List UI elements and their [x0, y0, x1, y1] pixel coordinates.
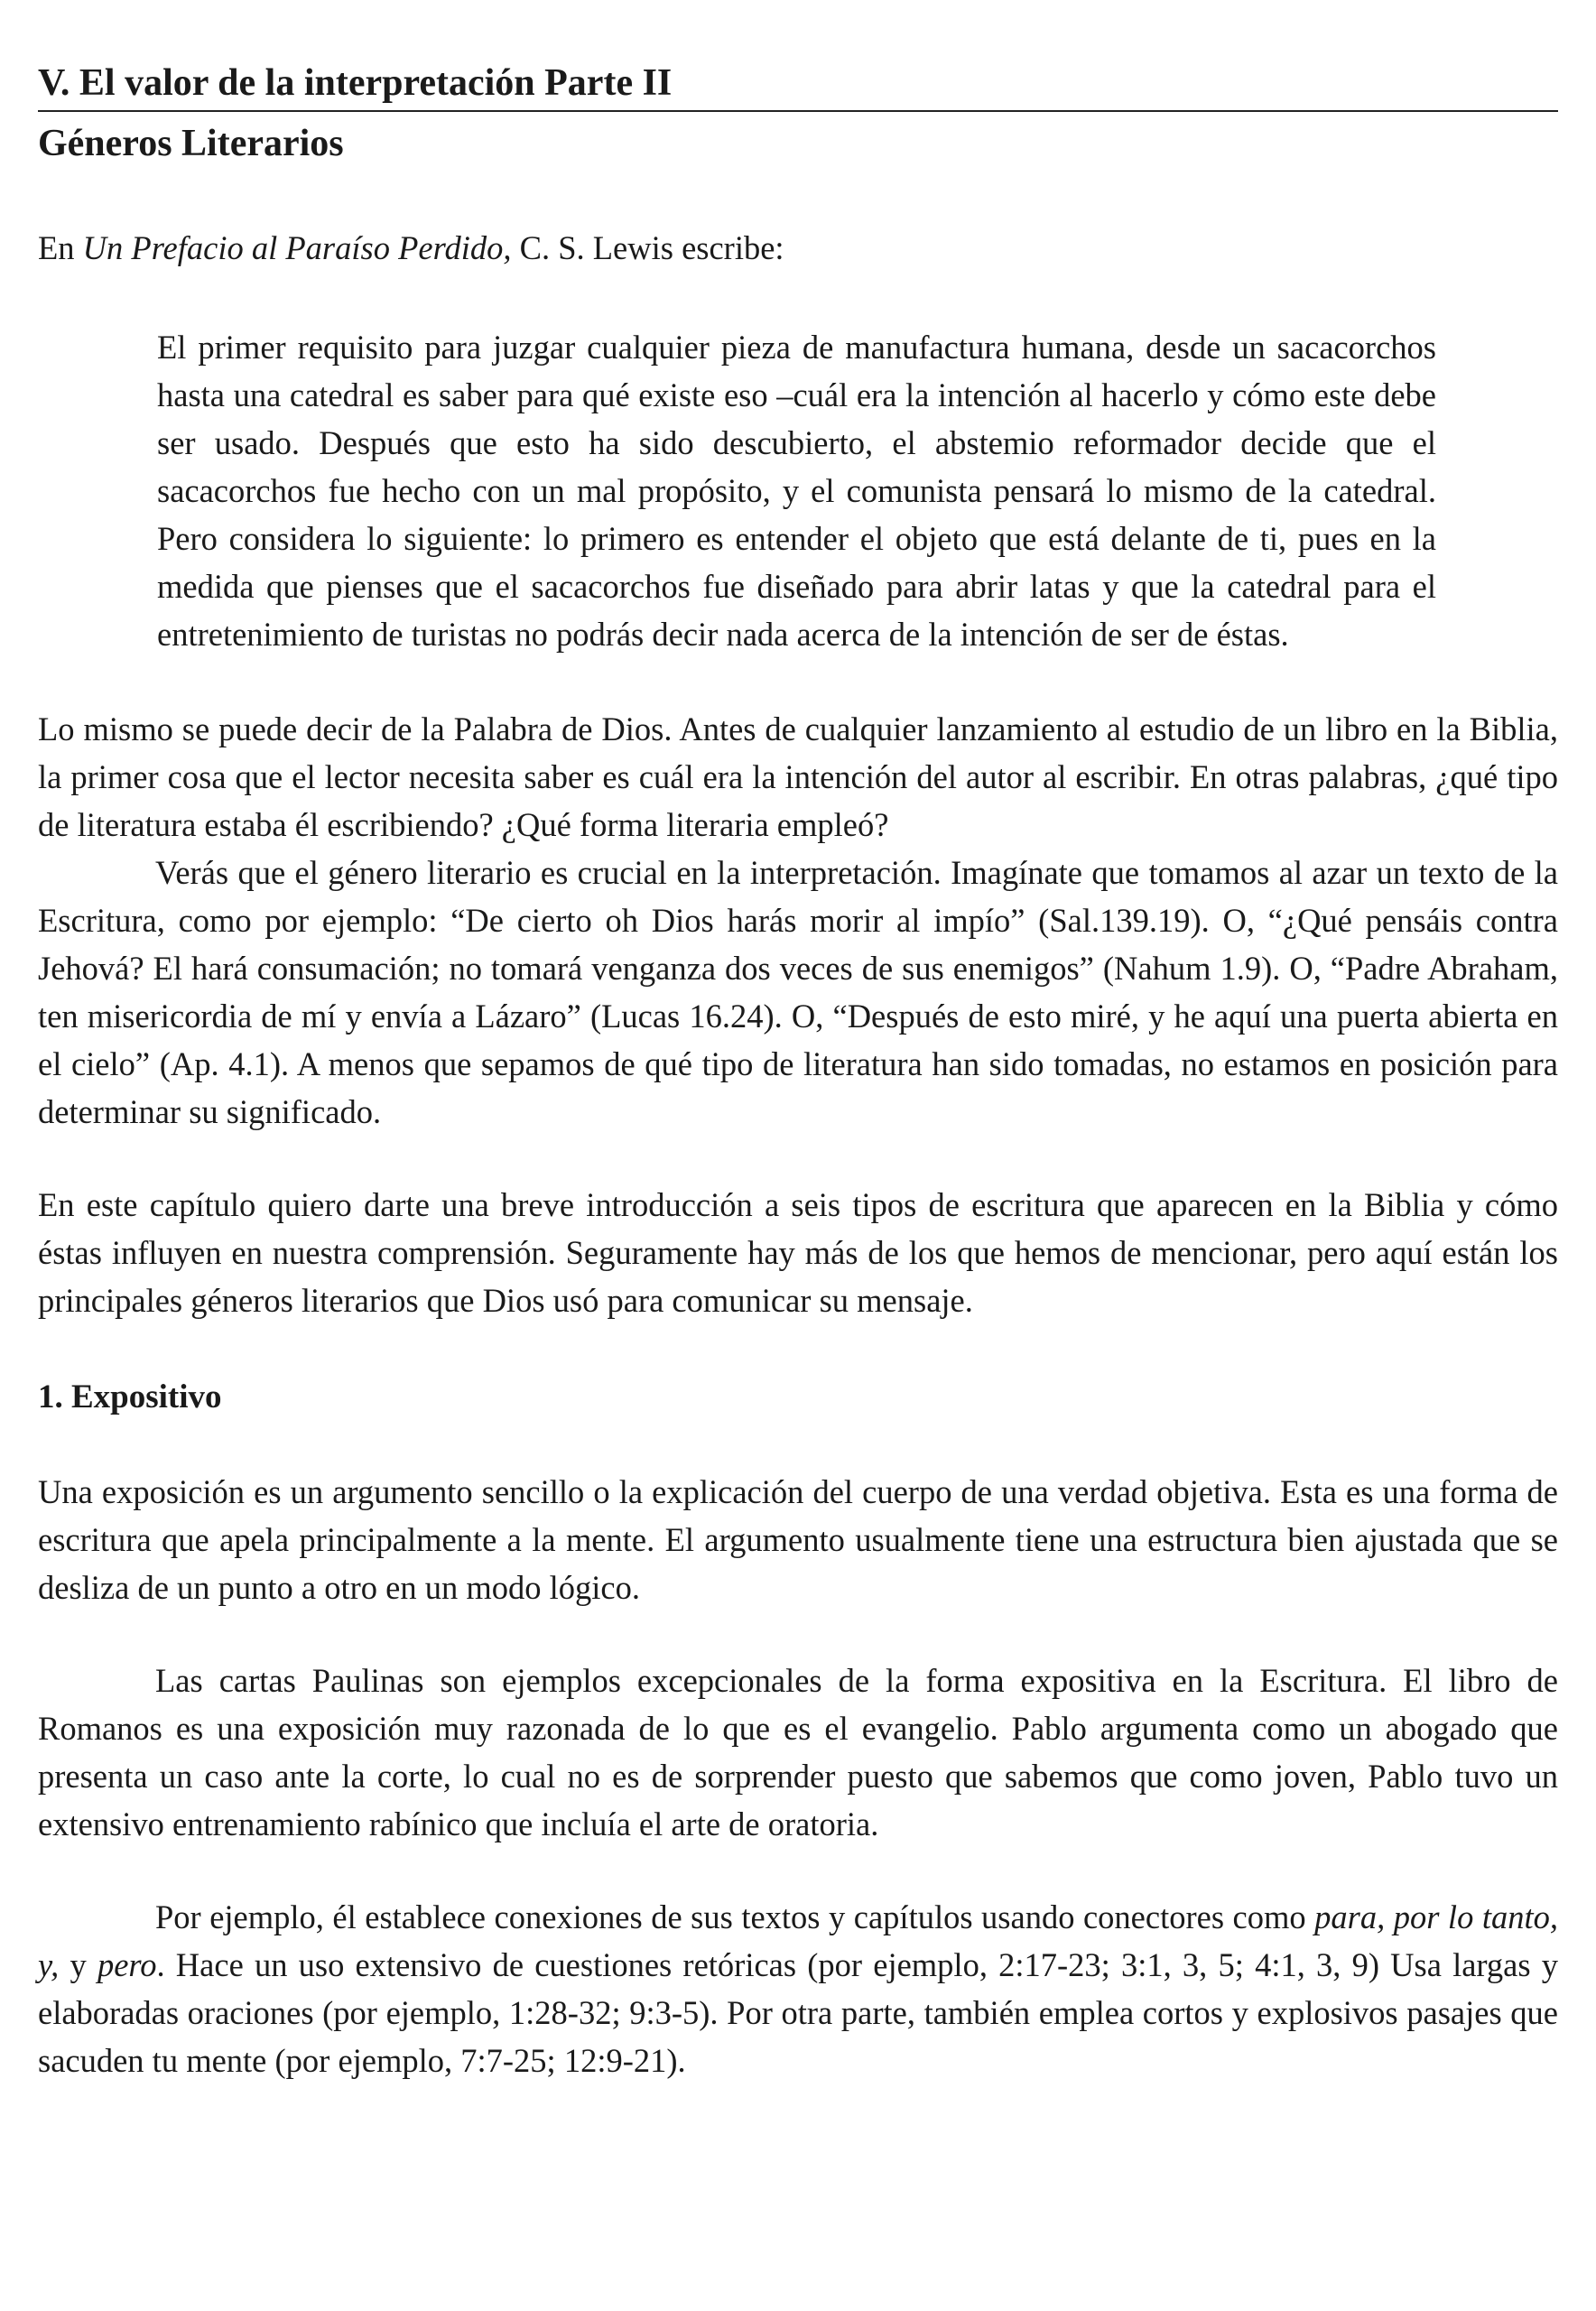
connectors-mid: y — [59, 1946, 97, 1983]
paragraph-word-of-god: Lo mismo se puede decir de la Palabra de Dios. Antes de cualquier lanzamiento al estudio de un libro en la Biblia, la primer cosa que el lector necesita saber es cuál era la intención del autor al escribir. En otras palabras, ¿qué tipo de literatura estaba él escribiendo? ¿Qué forma literaria empleó? — [38, 710, 1558, 843]
book-title: Un Prefacio al Paraíso Perdido, — [82, 229, 512, 266]
connectors-lead: Por ejemplo, él establece conexiones de sus textos y capítulos usando conectores como — [155, 1898, 1315, 1935]
section-heading-expositivo: 1. Expositivo — [38, 1378, 222, 1415]
intro-lead: En — [38, 229, 83, 266]
connectors-list: para, por lo tanto, y, — [38, 1898, 1558, 1983]
paragraph-connectors — [38, 1893, 1558, 2084]
paragraph-pauline-letters: Las cartas Paulinas son ejemplos excepcionales de la forma expositiva en la Escritura. El libro de Romanos es una exposición muy razonada de lo que es el evangelio. Pablo argumenta como un abogado que presenta un caso ante la corte, lo cual no es de sorprender puesto que sabemos que como joven, Pablo tuvo un extensivo entrenamiento rabínico que incluía el arte de oratoria. — [38, 1662, 1558, 1842]
intro-rest: C. S. Lewis escribe: — [511, 229, 784, 266]
paragraph-chapter-intro: En este capítulo quiero darte una breve introducción a seis tipos de escritura que aparecen en la Biblia y cómo éstas influyen en nuestra comprensión. Seguramente hay más de los que hemos de mencionar, pero aquí están los principales géneros literarios que Dios usó para comunicar su mensaje. — [38, 1186, 1558, 1319]
page-subtitle: Géneros Literarios — [38, 123, 344, 164]
page-title: V. El valor de la interpretación Parte II — [38, 60, 1558, 112]
block-quote: El primer requisito para juzgar cualquier pieza de manufactura humana, desde un sacacorchos hasta una catedral es saber para qué existe eso –cuál era la intención al hacerlo y cómo este debe ser usado. Después que esto ha sido descubierto, el abstemio reformador decide que el sacacorchos fue hecho con un mal propósito, y el comunista pensará lo mismo de la catedral. Pero considera lo siguiente: lo primero es entender el objeto que está delante de ti, pues en la medida que pienses que el sacacorchos fue diseñado para abrir latas y que la catedral para el entretenimiento de turistas no podrás decir nada acerca de la intención de ser de éstas. — [157, 329, 1436, 653]
paragraph-genre-crucial: Verás que el género literario es crucial en la interpretación. Imagínate que tomamos al azar un texto de la Escritura, como por ejemplo: “De cierto oh Dios harás morir al impío” (Sal.139.19). O, “¿Qué pensáis contra Jehová? El hará consumación; no tomará venganza dos veces de sus enemigos” (Nahum 1.9). O, “Padre Abraham, ten misericordia de mí y envía a Lázaro” (Lucas 16.24). O, “Después de esto miré, y he aquí una puerta abierta en el cielo” (Ap. 4.1). A menos que sepamos de qué tipo de literatura han sido tomadas, no estamos en posición para determinar su significado. — [38, 854, 1558, 1130]
connector-pero: pero — [97, 1946, 157, 1983]
document-page — [38, 60, 1558, 2084]
connectors-rest: . Hace un uso extensivo de cuestiones retóricas (por ejemplo, 2:17-23; 3:1, 3, 5; 4:1, 3, 9) Usa largas y elaboradas oraciones (por ejemplo, 1:28-32; 9:3-5). Por otra parte, también emplea cortos y explosivos pasajes que sacuden tu mente (por ejemplo, 7:7-25; 12:9-21). — [38, 1946, 1559, 2079]
intro-paragraph — [38, 224, 1558, 272]
paragraph-exposition-definition: Una exposición es un argumento sencillo o la explicación del cuerpo de una verdad objetiva. Esta es una forma de escritura que apela principalmente a la mente. El argumento usualmente tiene una estructura bien ajustada que se desliza de un punto a otro en un modo lógico. — [38, 1473, 1558, 1606]
